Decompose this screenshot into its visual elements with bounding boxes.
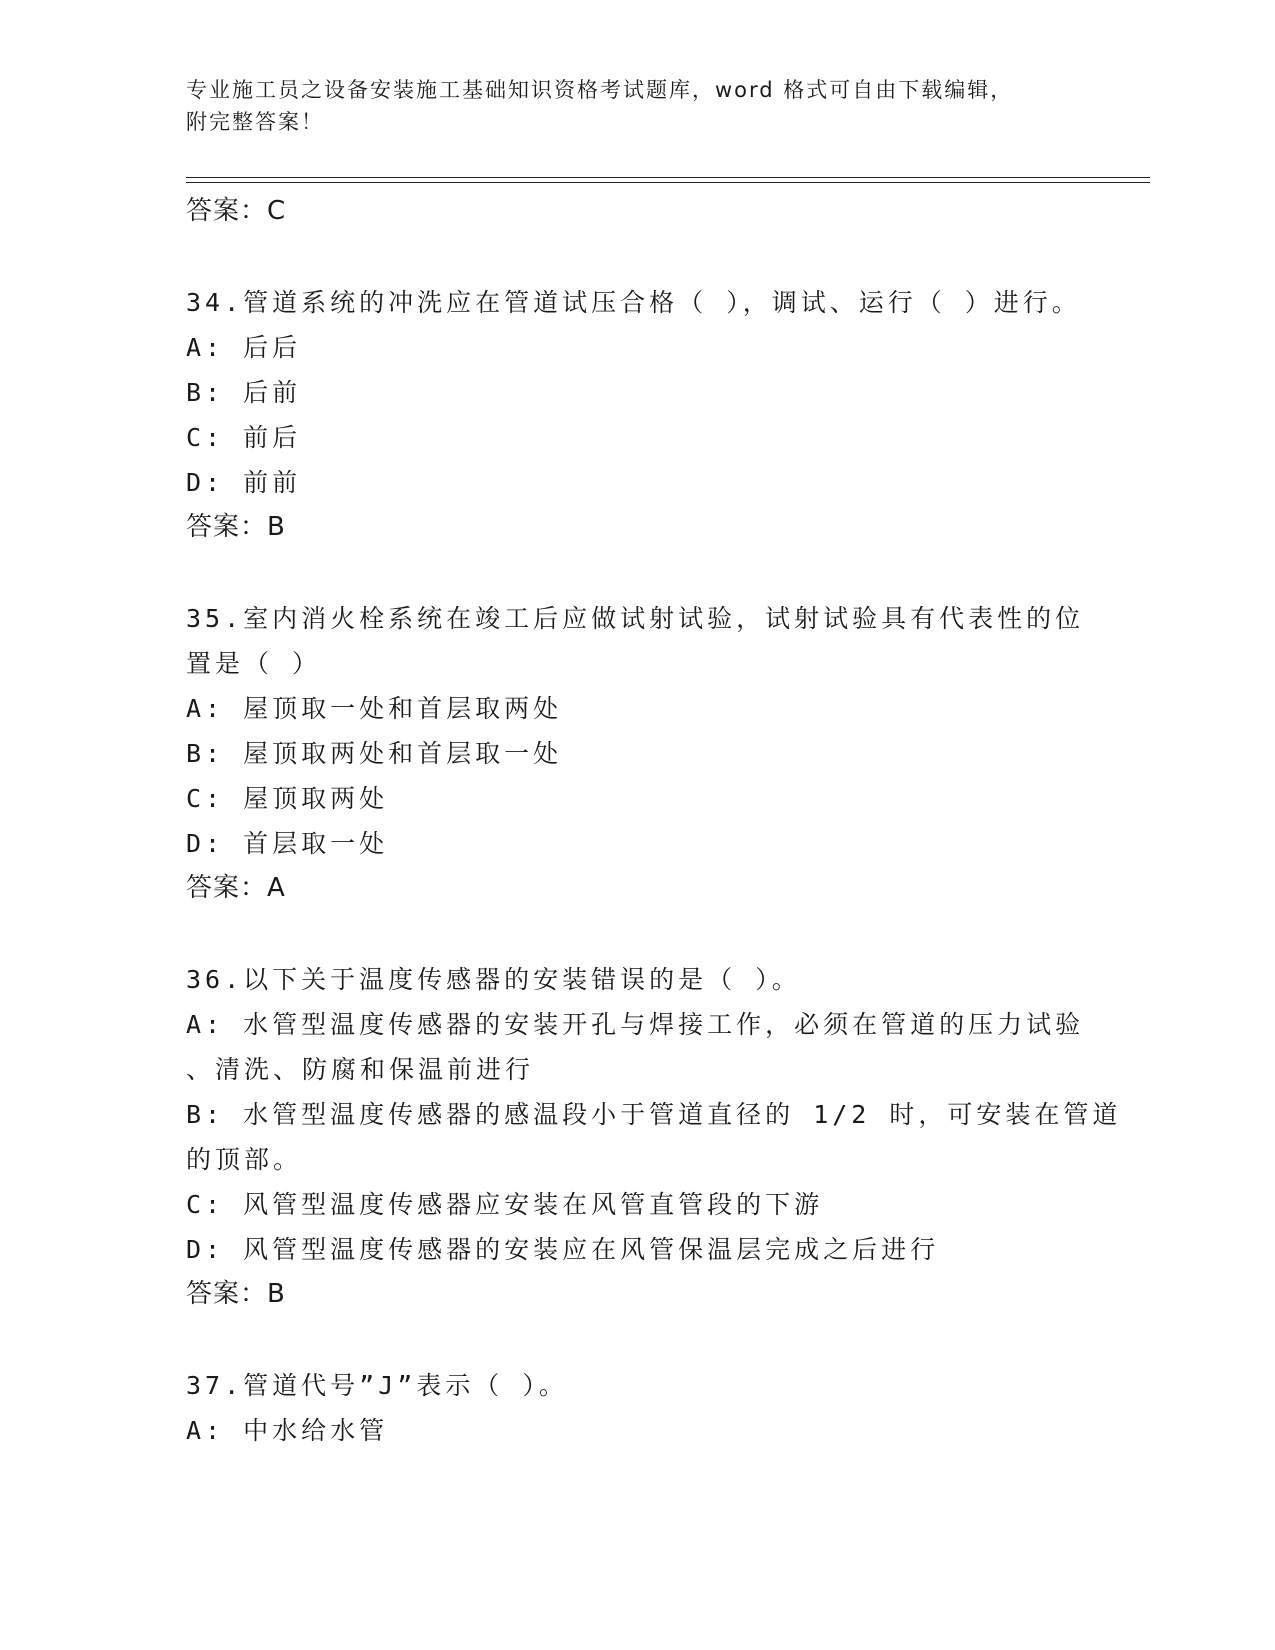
question-35-option-c: C: 屋顶取两处 — [186, 784, 389, 813]
question-35 — [186, 596, 1106, 911]
header-divider-top — [186, 177, 1150, 178]
question-list — [186, 189, 1122, 1453]
answer-36: 答案：B — [186, 1279, 286, 1309]
question-36-option-c: C: 风管型温度传感器应安装在风管直管段的下游 — [186, 1190, 824, 1219]
answer-35: 答案：A — [186, 873, 286, 903]
question-37 — [186, 1363, 1106, 1453]
question-34-option-d: D: 前前 — [186, 468, 302, 497]
spacer — [186, 234, 1106, 280]
spacer — [186, 911, 1106, 957]
question-37-stem: 37.管道代号”J”表示（ ）。 — [186, 1371, 568, 1400]
question-36-option-a-line-1: A: 水管型温度传感器的安装开孔与焊接工作，必须在管道的压力试验 — [186, 1010, 1085, 1039]
question-34-option-a: A: 后后 — [186, 333, 302, 362]
question-35-option-a: A: 屋顶取一处和首层取两处 — [186, 694, 563, 723]
question-35-stem-line-1: 35.室内消火栓系统在竣工后应做试射试验，试射试验具有代表性的位 — [186, 604, 1085, 633]
header-line-2: 附完整答案！ — [186, 110, 324, 134]
answer-33: 答案：C — [186, 196, 287, 226]
question-34-option-c: C: 前后 — [186, 423, 302, 452]
document-header — [186, 74, 1086, 138]
question-36 — [186, 957, 1122, 1317]
header-divider-bottom — [186, 182, 1150, 183]
spacer — [186, 550, 1106, 596]
question-35-option-b: B: 屋顶取两处和首层取一处 — [186, 739, 563, 768]
question-36-option-d: D: 风管型温度传感器的安装应在风管保温层完成之后进行 — [186, 1235, 940, 1264]
question-35-stem-line-2: 置是（ ） — [186, 649, 322, 678]
question-36-option-b-line-1: B: 水管型温度传感器的感温段小于管道直径的 1/2 时，可安装在管道 — [186, 1100, 1122, 1129]
header-line-1: 专业施工员之设备安装施工基础知识资格考试题库，word 格式可自由下载编辑， — [186, 78, 1014, 102]
question-35-option-d: D: 首层取一处 — [186, 829, 389, 858]
question-36-option-b-line-2: 的顶部。 — [186, 1145, 303, 1174]
question-36-option-a-line-2: 、清洗、防腐和保温前进行 — [186, 1055, 535, 1084]
answer-34: 答案：B — [186, 512, 286, 542]
question-34 — [186, 280, 1106, 550]
question-34-option-b: B: 后前 — [186, 378, 302, 407]
question-36-stem: 36.以下关于温度传感器的安装错误的是（ ）。 — [186, 965, 801, 994]
question-37-option-a: A: 中水给水管 — [186, 1416, 389, 1445]
question-34-stem: 34.管道系统的冲洗应在管道试压合格（ ），调试、运行（ ）进行。 — [186, 288, 1081, 317]
spacer — [186, 1317, 1106, 1363]
